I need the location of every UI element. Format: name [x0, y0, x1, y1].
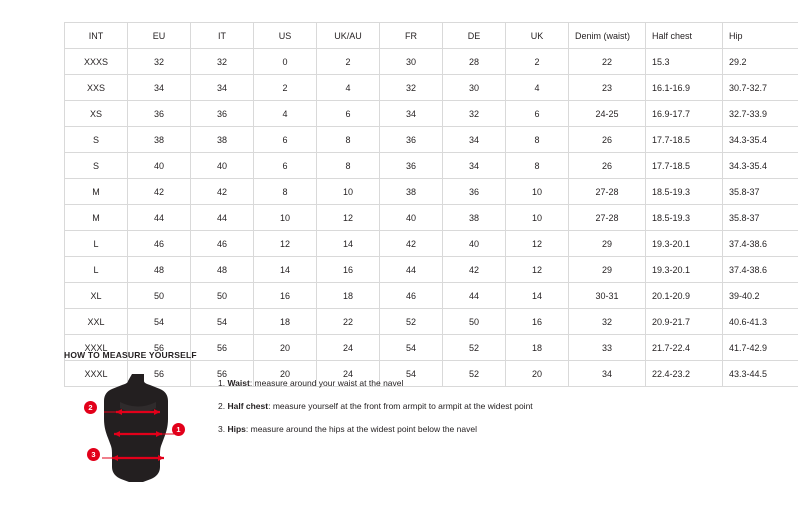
cell-de: 44	[443, 283, 506, 309]
cell-uk-au: 24	[317, 361, 380, 387]
cell-hip: 30.7-32.7	[723, 75, 798, 101]
column-header-hip: Hip	[723, 23, 798, 49]
cell-fr: 32	[380, 75, 443, 101]
size-table-body	[65, 49, 798, 387]
cell-it: 50	[191, 283, 254, 309]
cell-half-chest: 22.4-23.2	[646, 361, 723, 387]
cell-denim-waist: 33	[569, 335, 646, 361]
cell-half-chest: 16.1-16.9	[646, 75, 723, 101]
cell-uk-au: 8	[317, 127, 380, 153]
cell-de: 42	[443, 257, 506, 283]
figure-bullet-half-chest: 2	[84, 401, 97, 414]
cell-uk-au: 10	[317, 179, 380, 205]
cell-us: 6	[254, 153, 317, 179]
cell-fr: 54	[380, 335, 443, 361]
cell-denim-waist: 26	[569, 127, 646, 153]
cell-half-chest: 19.3-20.1	[646, 231, 723, 257]
cell-it: 56	[191, 335, 254, 361]
table-row	[65, 309, 798, 335]
figure-bullet-hips: 3	[87, 448, 100, 461]
cell-de: 52	[443, 335, 506, 361]
cell-eu: 40	[128, 153, 191, 179]
column-header-uk-au: UK/AU	[317, 23, 380, 49]
cell-hip: 35.8-37	[723, 179, 798, 205]
step-term: Half chest	[227, 401, 269, 412]
cell-us: 16	[254, 283, 317, 309]
cell-us: 6	[254, 127, 317, 153]
cell-de: 36	[443, 179, 506, 205]
cell-it: 38	[191, 127, 254, 153]
cell-half-chest: 15.3	[646, 49, 723, 75]
figure-bullet-waist: 1	[172, 423, 185, 436]
cell-us: 12	[254, 231, 317, 257]
cell-eu: 48	[128, 257, 191, 283]
cell-us: 20	[254, 361, 317, 387]
cell-hip: 41.7-42.9	[723, 335, 798, 361]
step-term: Waist	[227, 378, 250, 388]
cell-de: 50	[443, 309, 506, 335]
cell-us: 0	[254, 49, 317, 75]
table-row	[65, 153, 798, 179]
cell-de: 28	[443, 49, 506, 75]
cell-it: 34	[191, 75, 254, 101]
cell-eu: 34	[128, 75, 191, 101]
cell-uk-au: 14	[317, 231, 380, 257]
cell-us: 20	[254, 335, 317, 361]
cell-denim-waist: 23	[569, 75, 646, 101]
cell-int: XL	[65, 283, 128, 309]
cell-fr: 30	[380, 49, 443, 75]
cell-uk: 8	[506, 127, 569, 153]
table-row	[65, 101, 798, 127]
cell-hip: 37.4-38.6	[723, 231, 798, 257]
column-header-fr: FR	[380, 23, 443, 49]
cell-fr: 36	[380, 153, 443, 179]
how-to-measure-body	[64, 370, 734, 500]
column-header-de: DE	[443, 23, 506, 49]
cell-uk-au: 12	[317, 205, 380, 231]
cell-it: 46	[191, 231, 254, 257]
step-number: 2.	[218, 401, 226, 412]
cell-eu: 50	[128, 283, 191, 309]
cell-denim-waist: 29	[569, 231, 646, 257]
cell-uk-au: 4	[317, 75, 380, 101]
cell-half-chest: 18.5-19.3	[646, 205, 723, 231]
cell-uk: 12	[506, 257, 569, 283]
table-row	[65, 231, 798, 257]
cell-it: 54	[191, 309, 254, 335]
table-row	[65, 49, 798, 75]
cell-half-chest: 21.7-22.4	[646, 335, 723, 361]
step-term: Hips	[227, 424, 246, 435]
step-text: : measure around your waist at the navel	[249, 378, 404, 388]
cell-uk: 6	[506, 101, 569, 127]
cell-uk: 10	[506, 179, 569, 205]
cell-fr: 54	[380, 361, 443, 387]
cell-it: 36	[191, 101, 254, 127]
cell-de: 34	[443, 153, 506, 179]
cell-eu: 56	[128, 361, 191, 387]
cell-eu: 38	[128, 127, 191, 153]
cell-half-chest: 18.5-19.3	[646, 179, 723, 205]
cell-eu: 32	[128, 49, 191, 75]
cell-int: XXL	[65, 309, 128, 335]
cell-fr: 40	[380, 205, 443, 231]
cell-us: 10	[254, 205, 317, 231]
cell-uk: 10	[506, 205, 569, 231]
cell-denim-waist: 27-28	[569, 179, 646, 205]
cell-fr: 38	[380, 179, 443, 205]
cell-hip: 29.2	[723, 49, 798, 75]
table-header-row	[65, 23, 798, 49]
cell-int: XS	[65, 101, 128, 127]
cell-uk-au: 24	[317, 335, 380, 361]
size-table	[64, 22, 798, 387]
cell-de: 52	[443, 361, 506, 387]
cell-uk: 14	[506, 283, 569, 309]
cell-us: 4	[254, 101, 317, 127]
cell-us: 8	[254, 179, 317, 205]
cell-uk-au: 2	[317, 49, 380, 75]
cell-it: 32	[191, 49, 254, 75]
cell-hip: 32.7-33.9	[723, 101, 798, 127]
cell-fr: 46	[380, 283, 443, 309]
cell-denim-waist: 30-31	[569, 283, 646, 309]
cell-de: 40	[443, 231, 506, 257]
cell-int: S	[65, 127, 128, 153]
step-text: : measure around the hips at the widest point below the navel	[245, 424, 477, 435]
cell-hip: 40.6-41.3	[723, 309, 798, 335]
measurement-step-half-chest	[218, 401, 533, 411]
cell-denim-waist: 24-25	[569, 101, 646, 127]
cell-denim-waist: 27-28	[569, 205, 646, 231]
column-header-denim-waist: Denim (waist)	[569, 23, 646, 49]
measurement-step-waist	[218, 378, 533, 388]
cell-de: 30	[443, 75, 506, 101]
cell-eu: 44	[128, 205, 191, 231]
cell-denim-waist: 22	[569, 49, 646, 75]
table-row	[65, 75, 798, 101]
cell-uk: 20	[506, 361, 569, 387]
cell-int: XXXS	[65, 49, 128, 75]
column-header-us: US	[254, 23, 317, 49]
cell-us: 14	[254, 257, 317, 283]
cell-int: M	[65, 179, 128, 205]
cell-us: 18	[254, 309, 317, 335]
cell-uk: 12	[506, 231, 569, 257]
column-header-it: IT	[191, 23, 254, 49]
cell-uk: 8	[506, 153, 569, 179]
cell-hip: 34.3-35.4	[723, 127, 798, 153]
mannequin-icon	[102, 372, 174, 498]
cell-uk: 4	[506, 75, 569, 101]
cell-hip: 35.8-37	[723, 205, 798, 231]
measurement-figure	[84, 370, 194, 500]
cell-int: L	[65, 257, 128, 283]
cell-eu: 36	[128, 101, 191, 127]
cell-eu: 56	[128, 335, 191, 361]
cell-hip: 34.3-35.4	[723, 153, 798, 179]
cell-half-chest: 17.7-18.5	[646, 153, 723, 179]
cell-int: XXXL	[65, 361, 128, 387]
column-header-half-chest: Half chest	[646, 23, 723, 49]
measurement-step-hips	[218, 424, 533, 434]
cell-fr: 36	[380, 127, 443, 153]
cell-fr: 44	[380, 257, 443, 283]
how-to-measure-section	[64, 350, 734, 500]
table-row	[65, 179, 798, 205]
step-text: : measure yourself at the front from armpit to armpit at the widest point	[268, 401, 533, 412]
measurement-steps	[218, 370, 533, 448]
cell-denim-waist: 34	[569, 361, 646, 387]
cell-int: S	[65, 153, 128, 179]
cell-fr: 34	[380, 101, 443, 127]
table-row	[65, 257, 798, 283]
column-header-eu: EU	[128, 23, 191, 49]
column-header-uk: UK	[506, 23, 569, 49]
cell-half-chest: 19.3-20.1	[646, 257, 723, 283]
cell-hip: 39-40.2	[723, 283, 798, 309]
cell-denim-waist: 26	[569, 153, 646, 179]
step-number: 3.	[218, 424, 226, 435]
cell-de: 34	[443, 127, 506, 153]
table-row	[65, 127, 798, 153]
cell-uk-au: 6	[317, 101, 380, 127]
cell-int: M	[65, 205, 128, 231]
cell-half-chest: 20.9-21.7	[646, 309, 723, 335]
cell-fr: 42	[380, 231, 443, 257]
cell-eu: 42	[128, 179, 191, 205]
cell-hip: 37.4-38.6	[723, 257, 798, 283]
how-to-measure-title: HOW TO MEASURE YOURSELF	[64, 350, 197, 360]
table-row	[65, 205, 798, 231]
cell-it: 42	[191, 179, 254, 205]
size-table-container	[64, 22, 768, 387]
cell-half-chest: 16.9-17.7	[646, 101, 723, 127]
cell-uk: 18	[506, 335, 569, 361]
cell-int: XXS	[65, 75, 128, 101]
cell-it: 48	[191, 257, 254, 283]
cell-us: 2	[254, 75, 317, 101]
cell-de: 38	[443, 205, 506, 231]
cell-it: 44	[191, 205, 254, 231]
cell-it: 40	[191, 153, 254, 179]
cell-uk: 2	[506, 49, 569, 75]
cell-eu: 54	[128, 309, 191, 335]
cell-int: L	[65, 231, 128, 257]
column-header-int: INT	[65, 23, 128, 49]
cell-uk-au: 18	[317, 283, 380, 309]
size-table-head	[65, 23, 798, 49]
cell-uk-au: 16	[317, 257, 380, 283]
table-row	[65, 283, 798, 309]
cell-uk-au: 8	[317, 153, 380, 179]
cell-denim-waist: 32	[569, 309, 646, 335]
cell-it: 56	[191, 361, 254, 387]
cell-de: 32	[443, 101, 506, 127]
cell-uk-au: 22	[317, 309, 380, 335]
cell-uk: 16	[506, 309, 569, 335]
cell-hip: 43.3-44.5	[723, 361, 798, 387]
cell-half-chest: 20.1-20.9	[646, 283, 723, 309]
step-number: 1.	[218, 378, 226, 388]
cell-int: XXXL	[65, 335, 128, 361]
cell-half-chest: 17.7-18.5	[646, 127, 723, 153]
cell-denim-waist: 29	[569, 257, 646, 283]
cell-fr: 52	[380, 309, 443, 335]
cell-eu: 46	[128, 231, 191, 257]
